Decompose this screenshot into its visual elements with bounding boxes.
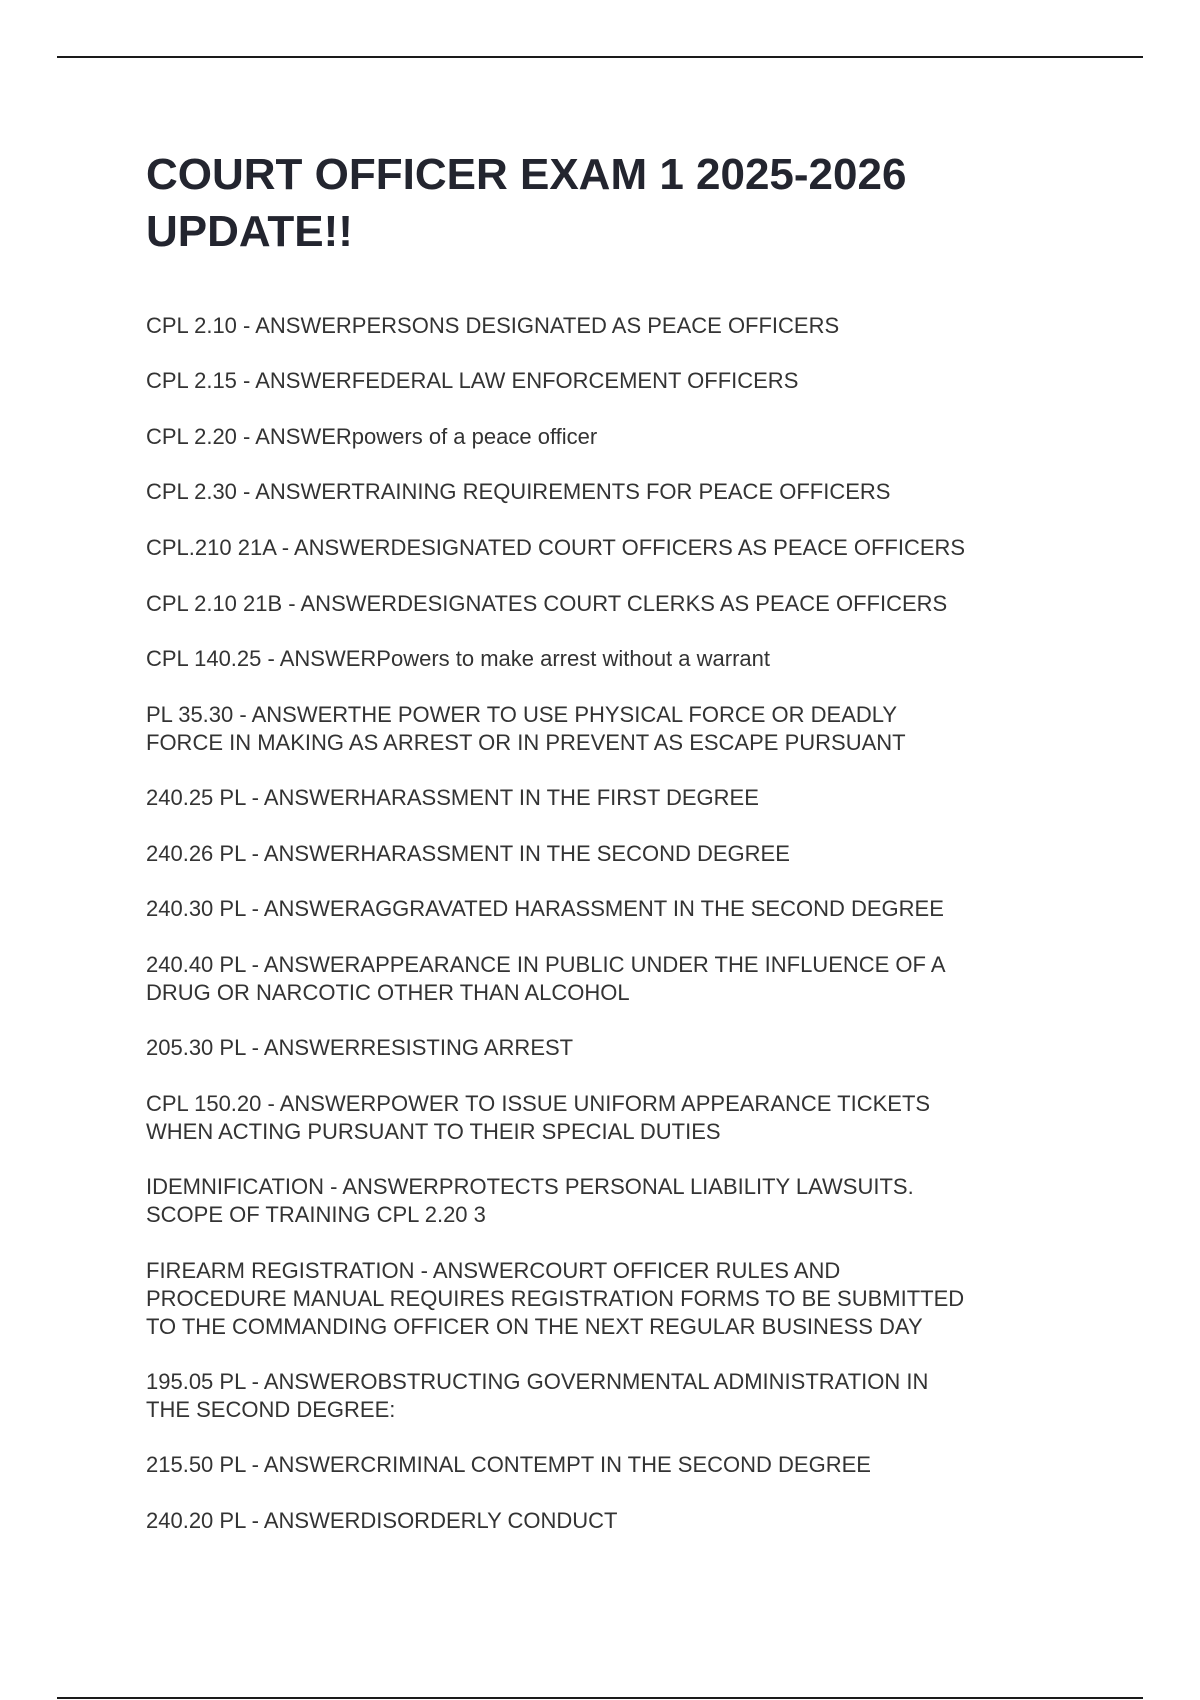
list-item: IDEMNIFICATION - ANSWERPROTECTS PERSONAL LIABILITY LAWSUITS. SCOPE OF TRAINING CPL 2.20 3 — [146, 1174, 914, 1227]
page-title: COURT OFFICER EXAM 1 2025-2026 UPDATE!! — [146, 150, 907, 256]
list-item: 240.40 PL - ANSWERAPPEARANCE IN PUBLIC UNDER THE INFLUENCE OF A DRUG OR NARCOTIC OTHER THAN ALCOHOL — [146, 952, 946, 1005]
list-item: 240.25 PL - ANSWERHARASSMENT IN THE FIRST DEGREE — [146, 785, 759, 810]
list-item: CPL 2.10 - ANSWERPERSONS DESIGNATED AS PEACE OFFICERS — [146, 313, 840, 338]
list-item: CPL 2.30 - ANSWERTRAINING REQUIREMENTS FOR PEACE OFFICERS — [146, 479, 891, 504]
list-item: CPL 2.15 - ANSWERFEDERAL LAW ENFORCEMENT OFFICERS — [146, 368, 799, 393]
bottom-divider — [57, 1697, 1143, 1699]
list-item: 205.30 PL - ANSWERRESISTING ARREST — [146, 1035, 574, 1060]
list-item: CPL 150.20 - ANSWERPOWER TO ISSUE UNIFORM APPEARANCE TICKETS WHEN ACTING PURSUANT TO THEIR SPECIAL DUTIES — [146, 1091, 931, 1144]
list-item: 240.30 PL - ANSWERAGGRAVATED HARASSMENT IN THE SECOND DEGREE — [146, 896, 944, 921]
list-item: 240.20 PL - ANSWERDISORDERLY CONDUCT — [146, 1508, 618, 1533]
list-item: 215.50 PL - ANSWERCRIMINAL CONTEMPT IN THE SECOND DEGREE — [146, 1452, 871, 1477]
list-item: FIREARM REGISTRATION - ANSWERCOURT OFFICER RULES AND PROCEDURE MANUAL REQUIRES REGISTRATION FORMS TO BE SUBMITTED TO THE COMMANDING OFFICER ON THE NEXT REGULAR BUSINESS DAY — [146, 1258, 965, 1339]
list-item: CPL 2.20 - ANSWERpowers of a peace officer — [146, 424, 598, 449]
list-item: CPL 140.25 - ANSWERPowers to make arrest without a warrant — [146, 646, 770, 671]
top-divider — [57, 56, 1143, 58]
list-item: PL 35.30 - ANSWERTHE POWER TO USE PHYSICAL FORCE OR DEADLY FORCE IN MAKING AS ARREST OR IN PREVENT AS ESCAPE PURSUANT — [146, 702, 906, 755]
list-item: CPL.210 21A - ANSWERDESIGNATED COURT OFFICERS AS PEACE OFFICERS — [146, 535, 966, 560]
list-item: CPL 2.10 21B - ANSWERDESIGNATES COURT CLERKS AS PEACE OFFICERS — [146, 591, 948, 616]
list-item: 240.26 PL - ANSWERHARASSMENT IN THE SECOND DEGREE — [146, 841, 790, 866]
list-item: 195.05 PL - ANSWEROBSTRUCTING GOVERNMENTAL ADMINISTRATION IN THE SECOND DEGREE: — [146, 1369, 929, 1422]
